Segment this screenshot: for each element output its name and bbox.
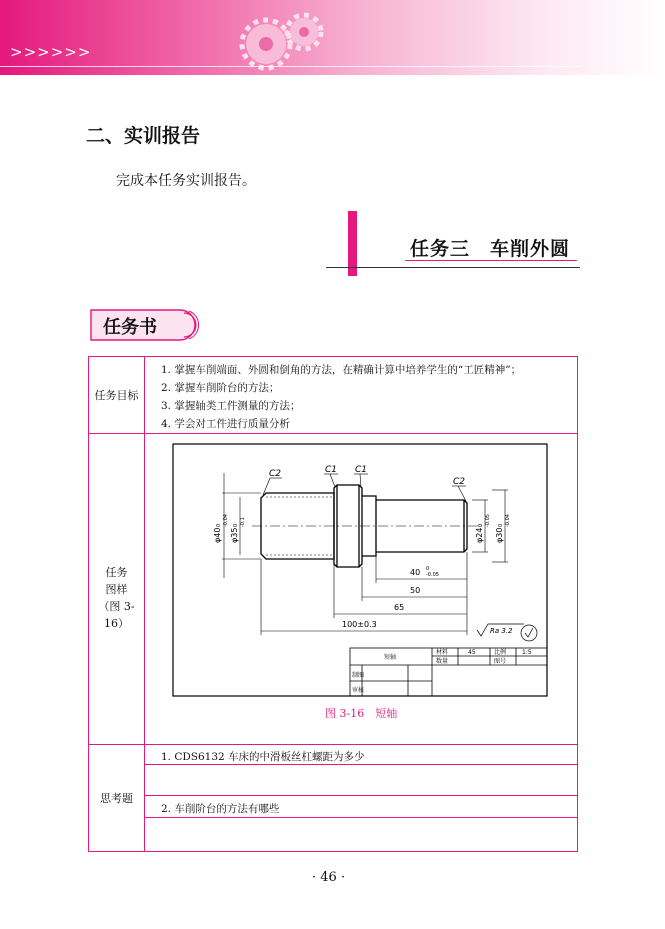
drawing-border xyxy=(173,444,547,696)
shaft-drawing xyxy=(172,443,548,697)
dim-dia-right-inner: φ24 xyxy=(475,527,484,543)
title-block-material-label: 材料 xyxy=(436,649,449,656)
table-row-divider xyxy=(89,744,577,745)
dim-len-40-tol-upper: 0 xyxy=(426,566,430,572)
dim-len-40: 40 xyxy=(410,568,421,577)
section-instruction: 完成本任务实训报告。 xyxy=(116,173,256,189)
drawing-label xyxy=(89,564,144,632)
question-line xyxy=(145,764,577,765)
dim-dia-right-inner-tol-upper: 0 xyxy=(478,523,484,527)
dim-dia-right-inner-tol-lower: -0.05 xyxy=(485,514,491,527)
dim-dia-left-inner: φ35 xyxy=(230,527,239,543)
dim-dia-left-inner-tol-lower: -0.1 xyxy=(240,517,246,527)
task-badge-label: 任务书 xyxy=(103,317,157,338)
table-row-divider xyxy=(89,433,577,434)
title-block-name: 短轴 xyxy=(384,654,397,661)
chamfer-left-label: C2 xyxy=(269,469,282,479)
dim-dia-left-outer-tol-upper: 0 xyxy=(216,523,222,527)
title-block-scale-label: 比例 xyxy=(494,649,507,656)
dim-dia-left-outer: φ40 xyxy=(213,527,222,543)
dim-dia-right-outer-tol-upper: 0 xyxy=(498,523,504,527)
task-heading-rule xyxy=(326,267,580,268)
drawing-caption: 图 3-16 短轴 xyxy=(325,707,398,720)
title-block-qty-label: 数量 xyxy=(436,658,449,665)
dim-dia-left-outer-tol-lower: -0.04 xyxy=(223,514,229,527)
chamfer-mid1-label: C1 xyxy=(325,465,338,475)
question-item: 2. 车削阶台的方法有哪些 xyxy=(161,803,280,815)
header-divider xyxy=(0,66,580,67)
dim-len-50: 50 xyxy=(410,586,421,595)
goals-label: 任务目标 xyxy=(94,389,139,402)
question-line xyxy=(145,817,577,818)
question-line xyxy=(145,795,577,796)
table-column-divider xyxy=(144,357,145,851)
dim-len-65: 65 xyxy=(394,603,405,612)
page-number: · 46 · xyxy=(312,870,346,885)
drawing-label-line1: 任务 xyxy=(105,566,128,579)
dim-dia-left-inner-tol-upper: 0 xyxy=(233,523,239,527)
drawing-label-line2: 图样 xyxy=(105,583,128,596)
chamfer-mid2-label: C1 xyxy=(355,465,368,475)
task-title: 任务三 车削外圆 xyxy=(410,238,571,260)
page-header-band xyxy=(0,0,665,75)
dim-len-40-tol-lower: -0.05 xyxy=(426,572,439,578)
title-block-checker: 审核 xyxy=(352,687,365,694)
goal-item: 1. 掌握车削端面、外圆和倒角的方法，在精确计算中培养学生的“工匠精神”； xyxy=(161,364,522,376)
title-block-scale: 1:5 xyxy=(522,649,532,656)
goal-item: 4. 学会对工件进行质量分析 xyxy=(161,418,290,430)
dim-len-100: 100±0.3 xyxy=(342,620,377,629)
title-block-drafter: 制图 xyxy=(352,672,365,679)
dim-dia-right-outer-tol-lower: -0.04 xyxy=(505,514,511,527)
section-title: 二、实训报告 xyxy=(86,125,201,147)
title-block-material: 45 xyxy=(468,649,476,656)
title-block xyxy=(350,648,547,696)
goal-item: 2. 掌握车削阶台的方法； xyxy=(161,382,280,394)
title-block-drawno-label: 图号 xyxy=(494,658,507,665)
questions-label: 思考题 xyxy=(100,792,133,805)
roughness-label: Ra 3.2 xyxy=(490,627,513,635)
goal-item: 3. 掌握轴类工件测量的方法； xyxy=(161,400,301,412)
question-item: 1. CDS6132 车床的中滑板丝杠螺距为多少 xyxy=(161,751,365,763)
dim-dia-right-outer: φ30 xyxy=(495,527,504,543)
header-chevrons: >>>>>> xyxy=(10,43,92,61)
gear-decoration-icon xyxy=(228,8,338,74)
chamfer-right-label: C2 xyxy=(453,477,466,487)
drawing-label-line3: （图 3-16） xyxy=(98,600,135,630)
